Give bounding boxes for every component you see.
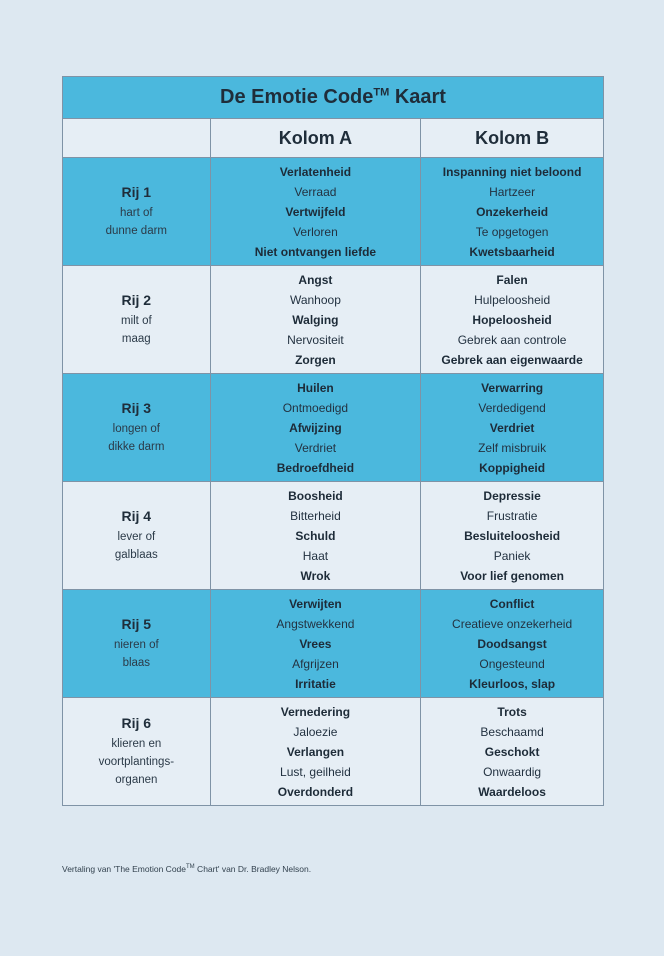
emotion-item: Beschaamd [480,724,544,739]
row-title: Rij 6 [121,714,152,731]
emotion-item: Verdedigend [478,400,546,415]
row-organ: nieren of blaas [113,638,159,669]
row-title: Rij 5 [121,615,152,632]
row-organ: longen of dikke darm [108,422,165,453]
emotion-cell-col-a [210,698,421,806]
row-title: Rij 1 [121,183,152,200]
emotion-item: Verdriet [489,420,535,435]
emotion-item: Jaloezie [293,724,338,739]
emotion-cell-col-a [210,482,421,590]
emotion-item: Vertwijfeld [285,204,346,219]
emotion-item: Wrok [300,568,331,583]
row-organ: hart of dunne darm [105,206,167,237]
emotion-item: Inspanning niet beloond [442,164,582,179]
emotion-item: Angst [298,272,333,287]
emotion-item: Doodsangst [477,636,547,651]
row-organ: lever of galblaas [114,530,158,561]
emotion-item: Zorgen [295,352,336,367]
emotion-item: Geschokt [484,744,540,759]
emotion-item: Angstwekkend [276,616,355,631]
emotion-item: Creatieve onzekerheid [452,616,573,631]
emotion-item: Besluiteloosheid [464,528,561,543]
emotion-item: Kwetsbaarheid [469,244,555,259]
emotion-item: Paniek [493,548,531,563]
emotion-item: Haat [302,548,329,563]
emotion-cell-col-b [421,158,604,266]
emotion-item: Koppigheid [479,460,546,475]
emotion-item: Zelf misbruik [478,440,547,455]
emotion-item: Gebrek aan controle [457,332,567,347]
emotion-item: Niet ontvangen liefde [254,244,377,259]
emotion-item: Afgrijzen [292,656,339,671]
emotion-item: Schuld [295,528,336,543]
emotion-item: Hopeloosheid [472,312,552,327]
footer-note: Vertaling van 'The Emotion Code™ Chart' van Dr. Bradley Nelson. [62,864,312,874]
row-title: Rij 3 [121,399,152,416]
emotion-item: Onzekerheid [476,204,549,219]
row-label-cell [63,374,211,482]
emotion-item: Waardeloos [478,784,546,799]
emotion-cell-col-a [210,158,421,266]
emotion-item: Verlatenheid [279,164,352,179]
header-kolom-b: Kolom B [421,119,604,158]
emotion-item: Kleurloos, slap [469,676,556,691]
emotion-item: Bitterheid [290,508,341,523]
emotion-item: Voor lief genomen [460,568,564,583]
emotion-item: Hulpeloosheid [474,292,551,307]
emotion-item: Vernedering [280,704,351,719]
emotion-item: Verlangen [286,744,345,759]
row-label-cell [63,590,211,698]
chart-title: De Emotie Code™ Kaart [63,77,604,119]
emotion-cell-col-a [210,590,421,698]
emotion-item: Te opgetogen [475,224,549,239]
row-organ: milt of maag [120,314,152,345]
table-row [63,590,604,698]
table-row [63,698,604,806]
emotion-item: Lust, geilheid [280,764,351,779]
table-row [63,482,604,590]
emotion-item: Huilen [297,380,334,395]
emotion-item: Falen [496,272,528,287]
emotion-item: Afwijzing [289,420,342,435]
emotion-item: Bedroefdheid [276,460,355,475]
emotion-item: Verdriet [294,440,337,455]
emotion-cell-col-b [421,698,604,806]
emotion-item: Verloren [293,224,338,239]
emotion-cell-col-b [421,374,604,482]
header-kolom-a: Kolom A [210,119,421,158]
row-title: Rij 2 [121,291,152,308]
emotion-cell-col-a [210,266,421,374]
emotion-item: Onwaardig [483,764,542,779]
row-label-cell [63,158,211,266]
emotion-cell-col-b [421,482,604,590]
emotion-item: Gebrek aan eigenwaarde [441,352,583,367]
emotion-item: Verraad [294,184,337,199]
row-organ: klieren en voortplantings- organen [98,737,175,786]
emotion-item: Overdonderd [277,784,354,799]
row-label-cell [63,482,211,590]
table-row [63,158,604,266]
emotion-item: Vrees [299,636,332,651]
emotion-cell-col-b [421,266,604,374]
emotion-item: Frustratie [486,508,538,523]
table-row [63,266,604,374]
row-label-cell [63,698,211,806]
emotion-item: Ontmoedigd [282,400,349,415]
emotion-cell-col-b [421,590,604,698]
emotion-item: Verwarring [481,380,544,395]
emotion-item: Nervositeit [287,332,344,347]
emotion-item: Irritatie [295,676,336,691]
emotion-item: Conflict [489,596,535,611]
emotion-item: Walging [292,312,339,327]
emotion-item: Verwijten [289,596,342,611]
emotion-item: Trots [497,704,527,719]
emotion-item: Depressie [483,488,541,503]
emotion-item: Hartzeer [489,184,536,199]
emotion-code-chart [62,76,604,806]
row-label-cell [63,266,211,374]
emotion-item: Ongesteund [479,656,545,671]
emotion-item: Wanhoop [289,292,341,307]
emotion-item: Boosheid [288,488,343,503]
row-title: Rij 4 [121,507,152,524]
header-empty [63,119,211,158]
table-row [63,374,604,482]
emotion-cell-col-a [210,374,421,482]
